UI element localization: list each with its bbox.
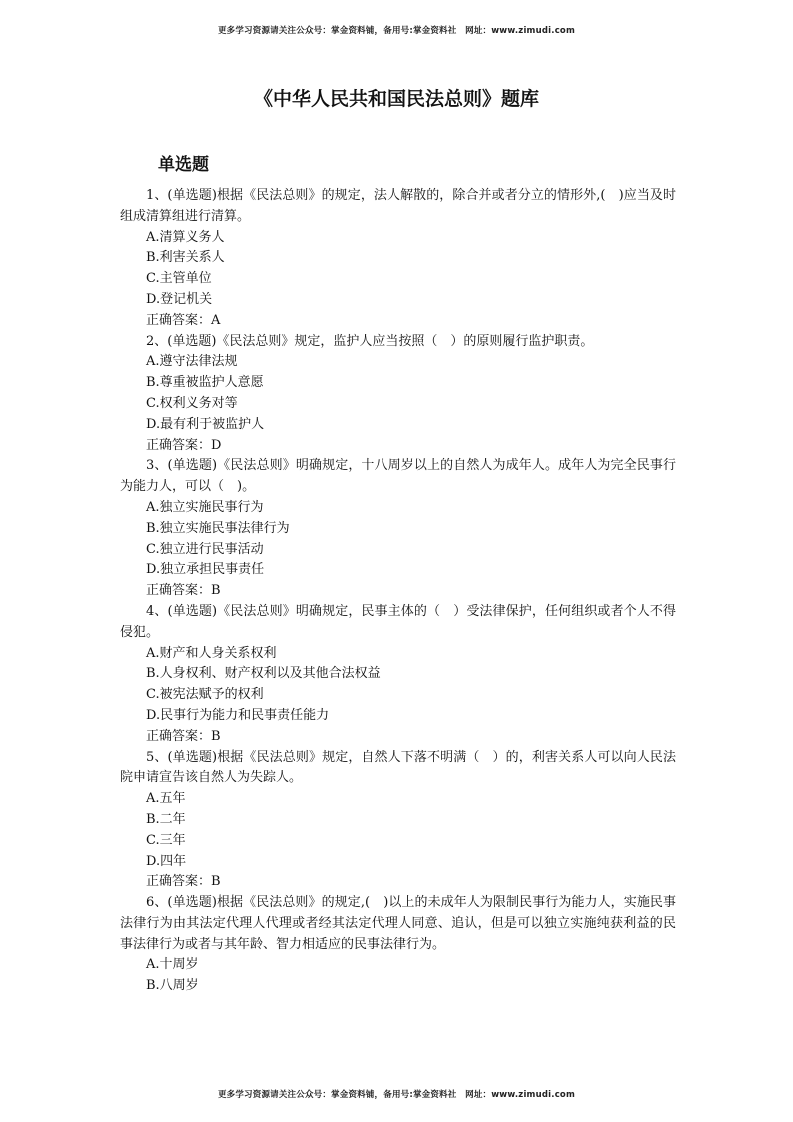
option-c: C.三年 xyxy=(146,832,186,848)
option-d: D.最有利于被监护人 xyxy=(146,416,265,432)
question-block xyxy=(120,332,676,457)
question-block xyxy=(120,748,676,894)
section-title: 单选题 xyxy=(158,155,209,175)
question-block xyxy=(120,893,676,997)
document-title: 《中华人民共和国民法总则》题库 xyxy=(253,88,539,110)
option-c: C.独立进行民事活动 xyxy=(146,541,264,557)
question-block xyxy=(120,186,676,332)
correct-answer: 正确答案：D xyxy=(146,437,222,453)
option-b: B.利害关系人 xyxy=(146,250,225,266)
question-block xyxy=(120,456,676,602)
question-stem: 4、(单选题)《民法总则》明确规定，民事主体的（ ）受法律保护，任何组织或者个人不得侵犯。 xyxy=(120,603,676,640)
option-a: A.遵守法律法规 xyxy=(146,354,238,370)
correct-answer: 正确答案：B xyxy=(146,874,221,890)
question-block xyxy=(120,602,676,748)
footer-note: 更多学习资源请关注公众号：掌金资料铺，备用号:掌金资料社 网址：www.zimudi.com xyxy=(217,1090,576,1100)
option-d: D.民事行为能力和民事责任能力 xyxy=(146,707,330,723)
option-b: B.独立实施民事法律行为 xyxy=(146,520,290,536)
question-stem: 2、(单选题)《民法总则》规定，监护人应当按照（ ）的原则履行监护职责。 xyxy=(146,333,594,349)
option-a: A.五年 xyxy=(146,791,186,807)
option-a: A.清算义务人 xyxy=(146,229,225,245)
option-b: B.尊重被监护人意愿 xyxy=(146,375,264,391)
correct-answer: 正确答案：A xyxy=(146,312,221,328)
option-b: B.二年 xyxy=(146,811,186,827)
option-d: D.四年 xyxy=(146,853,187,869)
correct-answer: 正确答案：B xyxy=(146,728,221,744)
question-stem: 1、(单选题)根据《民法总则》的规定，法人解散的，除合并或者分立的情形外,( )应当及时组成清算组进行清算。 xyxy=(120,188,676,224)
option-d: D.登记机关 xyxy=(146,291,213,307)
correct-answer: 正确答案：B xyxy=(146,583,221,599)
option-a: A.十周岁 xyxy=(146,957,199,973)
option-b: B.八周岁 xyxy=(146,978,199,994)
question-list xyxy=(120,186,676,997)
option-c: C.主管单位 xyxy=(146,271,212,287)
option-a: A.财产和人身关系权利 xyxy=(146,645,277,661)
option-a: A.独立实施民事行为 xyxy=(146,499,264,515)
option-c: C.被宪法赋予的权利 xyxy=(146,687,264,703)
option-d: D.独立承担民事责任 xyxy=(146,562,265,578)
option-c: C.权利义务对等 xyxy=(146,395,238,411)
option-b: B.人身权利、财产权利以及其他合法权益 xyxy=(146,666,381,682)
question-stem: 3、(单选题)《民法总则》明确规定，十八周岁以上的自然人为成年人。成年人为完全民事行为能力人，可以（ )。 xyxy=(120,458,676,495)
question-stem: 5、(单选题)根据《民法总则》规定，自然人下落不明满（ ）的，利害关系人可以向人民法院申请宣告该自然人为失踪人。 xyxy=(120,749,676,786)
question-stem: 6、(单选题)根据《民法总则》的规定,( )以上的未成年人为限制民事行为能力人，实施民事法律行为由其法定代理人代理或者经其法定代理人同意、追认，但是可以独立实施纯获利益的民事法律行为或者与其年龄、智力相适应的民事法律行为。 xyxy=(120,895,676,952)
header-note: 更多学习资源请关注公众号：掌金资料铺，备用号:掌金资料社 网址：www.zimudi.com xyxy=(217,26,576,36)
